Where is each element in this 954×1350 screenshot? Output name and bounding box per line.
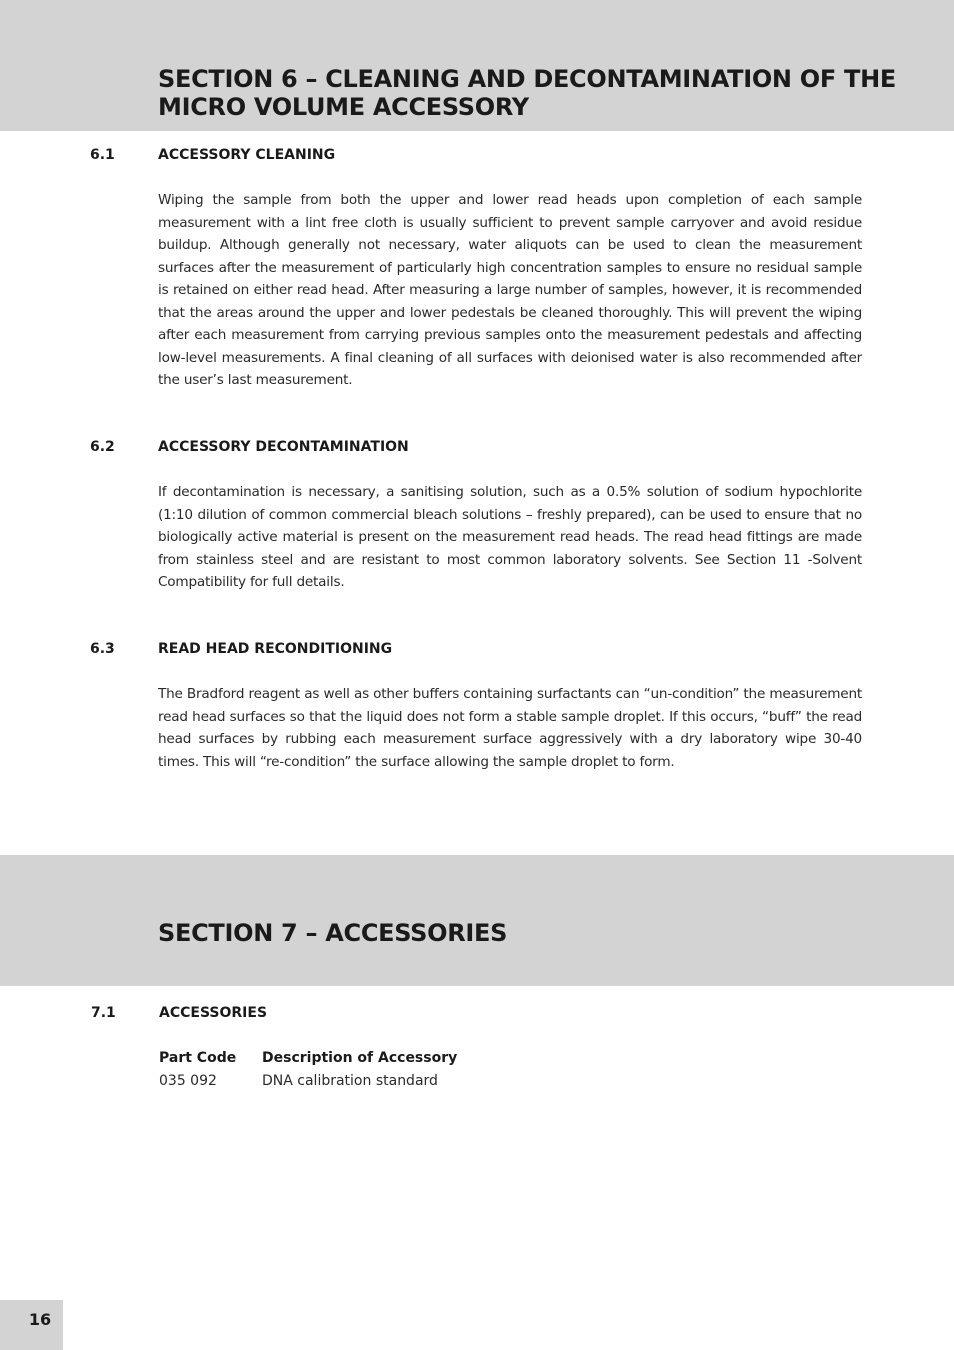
table-header-part-code: Part Code [159, 1050, 237, 1066]
subsection-6-1-heading: ACCESSORY CLEANING [158, 147, 336, 163]
table-cell-description: DNA calibration standard [262, 1072, 438, 1089]
accessories-table [159, 1047, 562, 1092]
subsection-6-3-number: 6.3 [90, 641, 115, 657]
table-header-description: Description of Accessory [262, 1050, 458, 1066]
table-row [159, 1070, 562, 1093]
page-number: 16 [28, 1310, 52, 1329]
subsection-7-1-heading: ACCESSORIES [159, 1005, 268, 1021]
table-cell-part-code: 035 092 [159, 1072, 217, 1089]
subsection-6-2-text: If decontamination is necessary, a sanitising solution, such as a 0.5% solution of sodium hypochlorite (1:10 dilution of common commercial bleach solutions – freshly prepared), can be used to ensure that no biologically active material is present on the measurement read heads. The read head fittings are made from stainless steel and are resistant to most common laboratory solvents. See Section 11 -Solvent Compatibility for full details. [158, 484, 862, 590]
subsection-6-2-heading: ACCESSORY DECONTAMINATION [158, 439, 409, 455]
subsection-6-2-number: 6.2 [90, 439, 115, 455]
subsection-6-3-text: The Bradford reagent as well as other buffers containing surfactants can “un-condition” the measurement read head surfaces so that the liquid does not form a stable sample droplet. If this occurs, “buff” the read head surfaces by rubbing each measurement surface aggressively with a dry laboratory wipe 30-40 times. This will “re-condition” the surface allowing the sample droplet to form. [158, 686, 862, 770]
subsection-6-1-number: 6.1 [90, 147, 115, 163]
subsection-6-1-text: Wiping the sample from both the upper and lower read heads upon completion of each sample measurement with a lint free cloth is usually sufficient to prevent sample carryover and avoid residue buildup. Although generally not necessary, water aliquots can be used to clean the measurement surfaces after the measurement of particularly high concentration samples to ensure no residual sample is retained on either read head. After measuring a large number of samples, however, it is recommended that the areas around the upper and lower pedestals be cleaned thoroughly. This will prevent the wiping after each measurement from carrying previous samples onto the measurement pedestals and affecting low-level measurements. A final cleaning of all surfaces with deionised water is also recommended after the user’s last measurement. [158, 192, 862, 388]
table-header-row [159, 1047, 562, 1070]
subsection-7-1-number: 7.1 [91, 1005, 116, 1021]
section-7-title: SECTION 7 – ACCESSORIES [158, 919, 508, 947]
section-6-title: SECTION 6 – CLEANING AND DECONTAMINATION OF THE MICRO VOLUME ACCESSORY [158, 65, 896, 121]
subsection-6-3-heading: READ HEAD RECONDITIONING [158, 641, 393, 657]
